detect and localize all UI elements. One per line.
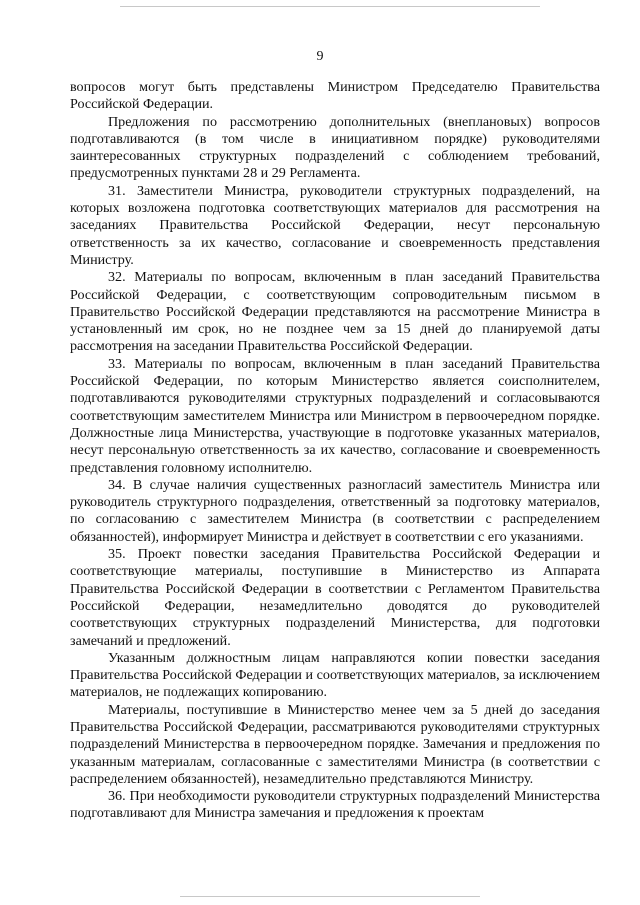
paragraph: Материалы, поступившие в Министерство менее чем за 5 дней до заседания Правительства Российской Федерации, рассматриваются руководителями структурных подразделений Министерства в первоочередном порядке. Замечания и предложения по указанным материалам, согласованные с заместителями Министра (в соответствии с распределением обязанностей), незамедлительно представляются Министру. — [70, 701, 600, 787]
paragraph-item-35: 35. Проект повестки заседания Правительства Российской Федерации и соответствующие материалы, поступившие в Министерство из Аппарата Правительства Российской Федерации в соответствии с Регламентом Правительства Российской Федерации, незамедлительно доводятся до руководителей соответствующих структурных подразделений Министерства, для подготовки замечаний и предложений. — [70, 546, 600, 649]
paragraph: Предложения по рассмотрению дополнительных (внеплановых) вопросов подготавливаются (в том числе в инициативном порядке) руководителями заинтересованных структурных подразделений с соблюдением требований, предусмотренных пунктами 28 и 29 Регламента. — [70, 113, 600, 182]
paragraph-item-36: 36. При необходимости руководители структурных подразделений Министерства подготавливают для Министра замечания и предложения к проектам — [70, 788, 600, 822]
document-body — [70, 79, 600, 823]
paragraph: Указанным должностным лицам направляются копии повестки заседания Правительства Российской Федерации и соответствующих материалов, за исключением материалов, не подлежащих копированию. — [70, 649, 600, 701]
paragraph-item-34: 34. В случае наличия существенных разногласий заместитель Министра или руководитель структурного подразделения, ответственный за подготовку материалов, по согласованию с заместителем Министра (в соответствии с распределением обязанностей), информирует Министра и действует в соответствии с его указаниями. — [70, 476, 600, 545]
scan-edge-top — [120, 6, 540, 7]
paragraph-item-31: 31. Заместители Министра, руководители структурных подразделений, на которых возложена подготовка соответствующих материалов для рассмотрения на заседаниях Правительства Российской Федерации, несут персональную ответственность за их качество, согласование и своевременность представления Министру. — [70, 182, 600, 268]
scan-edge-bottom — [180, 896, 480, 897]
paragraph-item-33: 33. Материалы по вопросам, включенным в план заседаний Правительства Российской Федерации, по которым Министерство является соисполнителем, подготавливаются руководителями структурных подразделений и согласовываются соответствующим заместителем Министра или Министром в первоочередном порядке. Должностные лица Министерства, участвующие в подготовке указанных материалов, несут персональную ответственность за их качество, согласование и своевременность представления головному исполнителю. — [70, 355, 600, 476]
page-number: 9 — [316, 49, 324, 64]
paragraph-item-32: 32. Материалы по вопросам, включенным в план заседаний Правительства Российской Федерации, с соответствующим сопроводительным письмом в Правительство Российской Федерации представляются на рассмотрение Министра в установленный им срок, но не позднее чем за 15 дней до планируемой даты рассмотрения на заседании Правительства Российской Федерации. — [70, 269, 600, 355]
paragraph-continuation: вопросов могут быть представлены Министром Председателю Правительства Российской Федерации. — [70, 79, 600, 113]
